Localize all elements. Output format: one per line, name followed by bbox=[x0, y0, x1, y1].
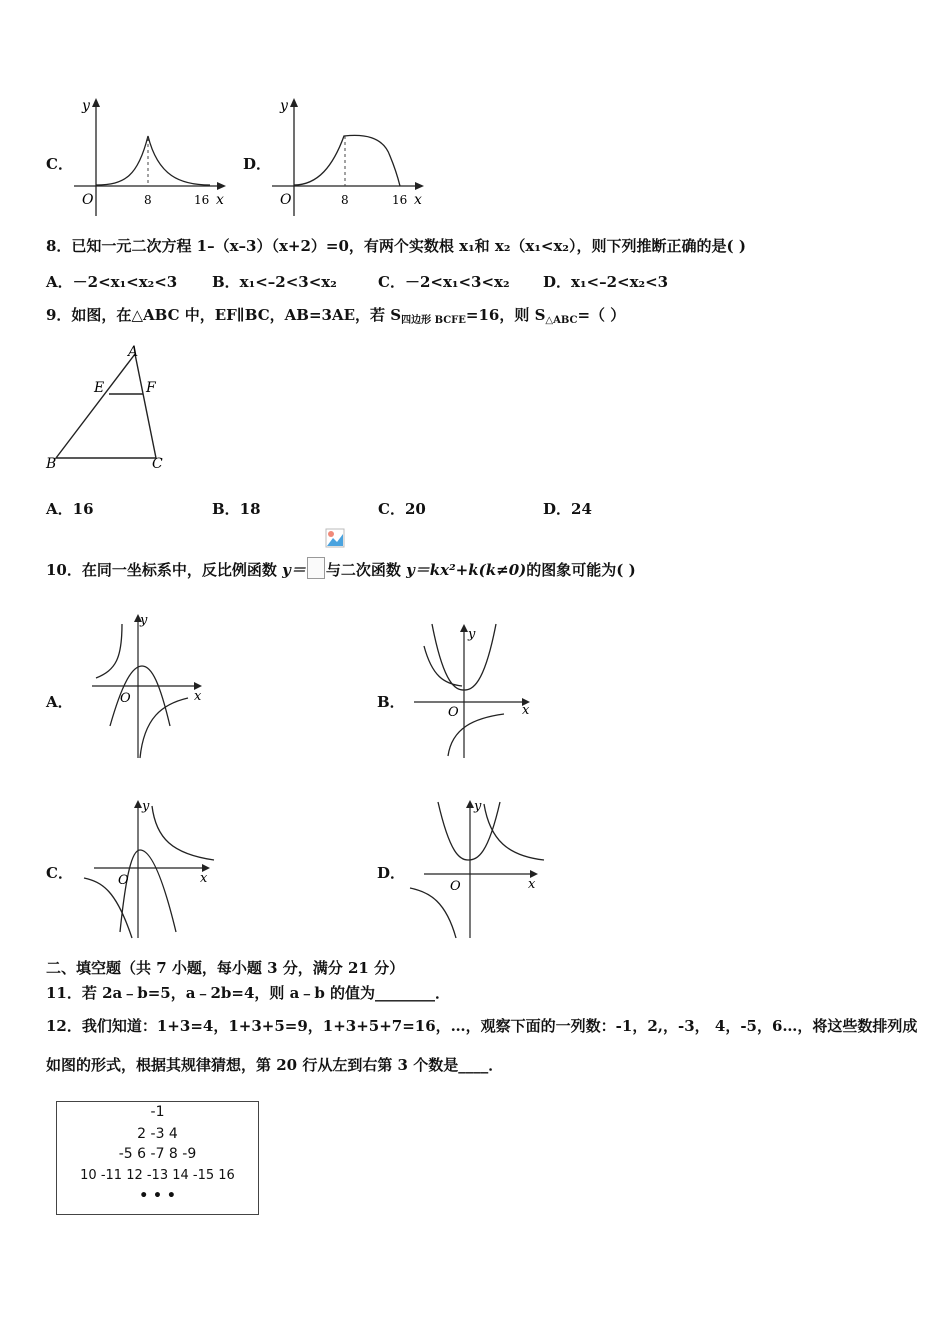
q10a-origin-label: O bbox=[120, 691, 131, 706]
q7-option-c-label[interactable]: C． bbox=[46, 155, 73, 173]
q10-option-d-label[interactable]: D． bbox=[377, 864, 406, 882]
q7-graph-c bbox=[70, 96, 230, 220]
q10-option-b-label[interactable]: B． bbox=[377, 693, 405, 711]
q9-option-d[interactable]: D．24 bbox=[543, 500, 592, 518]
q9-label-f: F bbox=[146, 380, 156, 396]
q11-stem: 11．若 2a﹣b=5，a﹣2b=4，则 a﹣b 的值为________． bbox=[46, 984, 451, 1002]
q10-option-c-label[interactable]: C． bbox=[46, 864, 73, 882]
q9-stem-mid: =16，则 S bbox=[465, 306, 546, 324]
q10d-y-label: y bbox=[474, 799, 482, 814]
q10-stem-mid: 与二次函数 bbox=[325, 561, 407, 579]
q9-stem-sub2: △ABC bbox=[545, 315, 578, 326]
q10c-y-label: y bbox=[142, 799, 150, 814]
q9-label-e: E bbox=[94, 380, 105, 396]
triangle-row-1: -1 bbox=[150, 1104, 165, 1120]
triangle-row-3: -5 6 -7 8 -9 bbox=[118, 1146, 197, 1162]
q9-option-c[interactable]: C．20 bbox=[378, 500, 426, 518]
q10b-x-label: x bbox=[522, 703, 530, 718]
q9-label-b: B bbox=[46, 456, 57, 472]
missing-fraction-image bbox=[307, 557, 325, 579]
q12-line1: 12．我们知道：1+3=4，1+3+5=9，1+3+5+7=16，…，观察下面的一列数：-1，2,，-3， 4，-5，6…，将这些数排列成 bbox=[46, 1017, 918, 1035]
q10-graph-b bbox=[404, 616, 538, 764]
q9-option-b[interactable]: B．18 bbox=[212, 500, 261, 518]
q7d-y-label: y bbox=[280, 98, 288, 114]
q10b-y-label: y bbox=[468, 627, 476, 642]
q10-stem-func: y＝kx²+k(k≠0) bbox=[406, 561, 527, 579]
q12-line2: 如图的形式，根据其规律猜想，第 20 行从左到右第 3 个数是____． bbox=[46, 1056, 504, 1074]
q9-option-a[interactable]: A．16 bbox=[46, 500, 94, 518]
q10-option-a-label[interactable]: A． bbox=[46, 693, 73, 711]
q9-stem bbox=[46, 305, 625, 331]
q10-y-eq: y＝ bbox=[282, 561, 306, 579]
q10c-origin-label: O bbox=[118, 873, 129, 888]
q7-graph-d bbox=[268, 96, 428, 220]
q7d-tick-16: 16 bbox=[392, 193, 408, 207]
q10b-origin-label: O bbox=[448, 705, 459, 720]
q9-stem-pre: 9．如图，在△ABC 中，EF∥BC，AB=3AE，若 S bbox=[46, 306, 402, 324]
q7c-y-label: y bbox=[82, 98, 90, 114]
q7c-origin-label: O bbox=[82, 192, 94, 208]
q8-stem: 8．已知一元二次方程 1–（x–3）（x+2）=0，有两个实数根 x₁和 x₂（x₁<x₂），则下列推断正确的是( ) bbox=[46, 237, 746, 255]
q9-label-a: A bbox=[128, 344, 139, 360]
q10a-y-label: y bbox=[140, 613, 148, 628]
q10d-x-label: x bbox=[528, 877, 536, 892]
triangle-row-2: 2 -3 4 bbox=[137, 1126, 178, 1142]
triangle-row-5-ellipsis: • • • bbox=[139, 1188, 176, 1204]
q7c-tick-8: 8 bbox=[144, 193, 152, 207]
q10c-x-label: x bbox=[200, 871, 208, 886]
q8-option-d[interactable]: D．x₁<–2<x₂<3 bbox=[543, 273, 669, 291]
q9-label-c: C bbox=[152, 456, 163, 472]
triangle-row-4: 10 -11 12 -13 14 -15 16 bbox=[80, 1168, 235, 1183]
q10-graph-d bbox=[404, 794, 548, 942]
q9-triangle-figure bbox=[40, 340, 180, 480]
q10-stem bbox=[46, 557, 636, 580]
q7c-x-label: x bbox=[216, 192, 224, 208]
q10-graph-a bbox=[74, 608, 208, 762]
q7d-origin-label: O bbox=[280, 192, 292, 208]
q8-option-a[interactable]: A．－2<x₁<x₂<3 bbox=[46, 273, 178, 291]
q10-stem-post: 的图象可能为( ) bbox=[526, 561, 636, 579]
q7d-x-label: x bbox=[414, 192, 422, 208]
q8-option-c[interactable]: C．－2<x₁<3<x₂ bbox=[378, 273, 510, 291]
q9-stem-post: =（ ） bbox=[577, 306, 626, 324]
q9-stem-sub1: 四边形 BCFE bbox=[401, 315, 466, 326]
section-heading: 二、填空题（共 7 小题，每小题 3 分，满分 21 分） bbox=[46, 959, 405, 977]
q10-stem-pre: 10．在同一坐标系中，反比例函数 bbox=[46, 561, 283, 579]
q10d-origin-label: O bbox=[450, 879, 461, 894]
q8-option-b[interactable]: B．x₁<–2<3<x₂ bbox=[212, 273, 337, 291]
broken-image-icon bbox=[325, 528, 345, 548]
q10-graph-c bbox=[76, 794, 218, 942]
q10a-x-label: x bbox=[194, 689, 202, 704]
q7c-tick-16: 16 bbox=[194, 193, 210, 207]
q7d-tick-8: 8 bbox=[341, 193, 349, 207]
q7-option-d-label[interactable]: D． bbox=[243, 155, 272, 173]
